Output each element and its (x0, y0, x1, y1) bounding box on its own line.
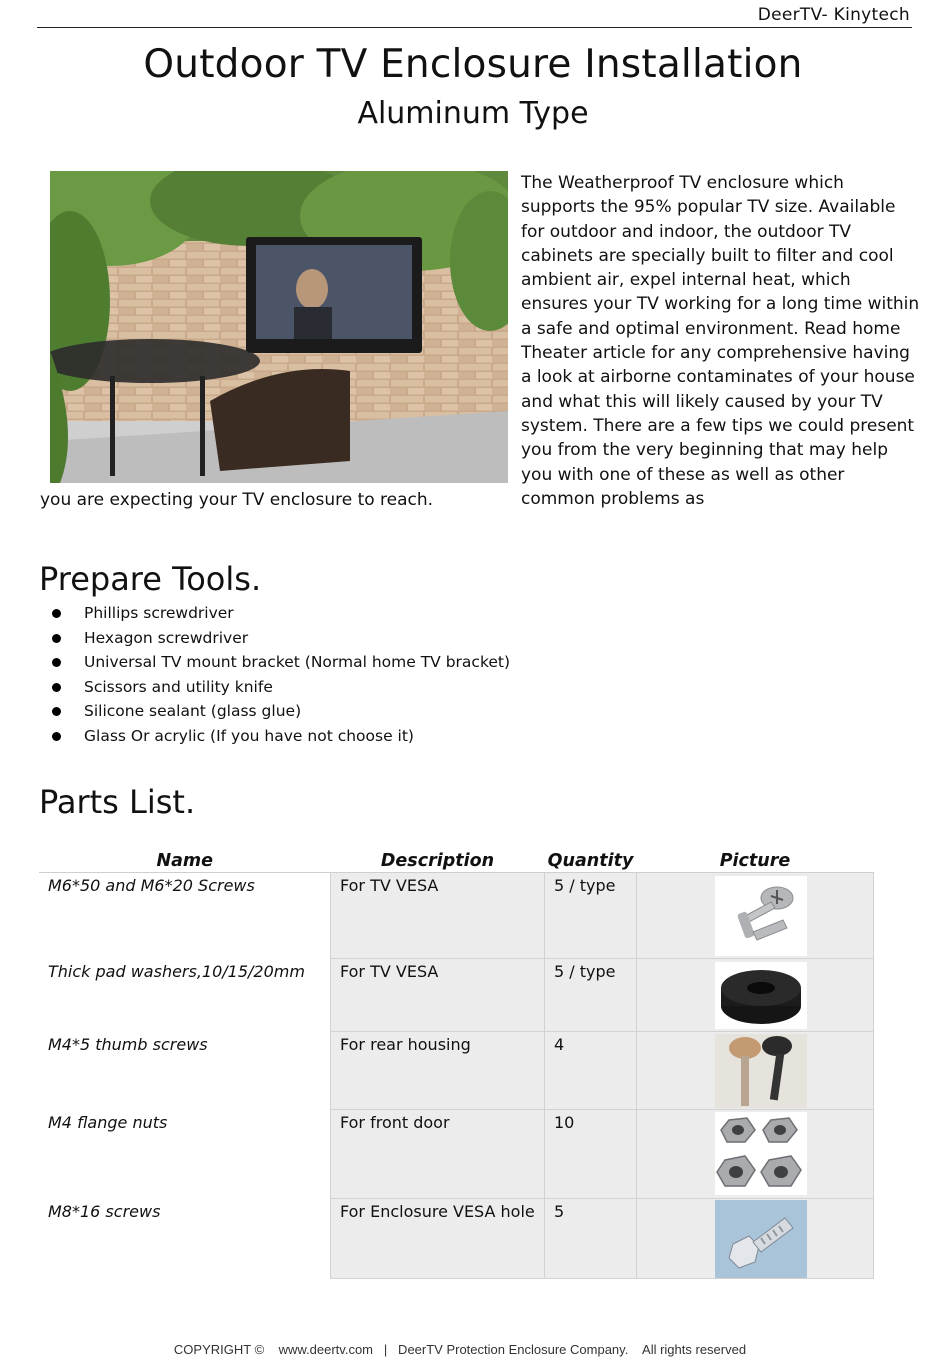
part-picture-cell (637, 959, 874, 1032)
header-brand: DeerTV- Kinytech (757, 5, 910, 25)
rubber-washer-icon (715, 962, 807, 1029)
pan-head-screw-icon (715, 876, 807, 956)
bullet-icon (52, 683, 61, 692)
list-item: Silicone sealant (glass glue) (52, 699, 510, 724)
part-quantity: 4 (545, 1032, 637, 1110)
parts-heading: Parts List. (39, 783, 196, 821)
thumb-screw-icon (715, 1034, 807, 1108)
part-description: For front door (331, 1110, 545, 1199)
footer-copyright: COPYRIGHT © www.deertv.com | DeerTV Protection Enclosure Company. All rights reserved (173, 1342, 747, 1357)
part-quantity: 10 (545, 1110, 637, 1199)
part-name: M8*16 screws (48, 1201, 161, 1221)
bullet-icon (52, 707, 61, 716)
list-item: Phillips screwdriver (52, 601, 510, 626)
intro-paragraph: The Weatherproof TV enclosure which supports the 95% popular TV size. Available for outdoor and indoor, the outdoor TV cabinets are specially built to filter and cool ambient air, expel internal heat, which ensures your TV working for a long time within a safe and optimal environment. Read home Theater article for any comprehensive having a look at airborne contaminates of your house and what this will likely caused by your TV system. There are a few tips we could present you from the very beginning that may help you with one of these as well as other common problems as (521, 173, 920, 509)
bullet-icon (52, 658, 61, 667)
part-picture-cell (637, 1110, 874, 1199)
part-description: For rear housing (331, 1032, 545, 1110)
parts-table (39, 850, 874, 1279)
intro-paragraph-tail: you are expecting your TV enclosure to reach. (40, 490, 434, 510)
outdoor-tv-photo (50, 171, 508, 483)
table-row (39, 1199, 874, 1279)
table-row (39, 959, 874, 1032)
part-description: For TV VESA (331, 959, 545, 1032)
hex-bolt-icon (715, 1200, 807, 1278)
part-name: M6*50 and M6*20 Screws (48, 876, 255, 895)
table-row (39, 1032, 874, 1110)
part-quantity: 5 / type (545, 873, 637, 959)
list-item: Universal TV mount bracket (Normal home TV bracket) (52, 650, 510, 675)
part-picture-cell (637, 873, 874, 959)
part-description: For TV VESA (331, 873, 545, 959)
part-name: M4 flange nuts (48, 1112, 168, 1132)
header-rule (37, 27, 912, 28)
bullet-icon (52, 609, 61, 618)
part-quantity: 5 (545, 1199, 637, 1279)
table-header-row (39, 850, 874, 873)
part-picture-cell (637, 1199, 874, 1279)
tools-list (52, 601, 510, 748)
part-picture-cell (637, 1032, 874, 1110)
page-title: Outdoor TV Enclosure Installation (143, 42, 803, 87)
part-name: M4*5 thumb screws (48, 1034, 208, 1054)
column-header-description: Description (331, 850, 545, 873)
list-item: Glass Or acrylic (If you have not choose it) (52, 724, 510, 749)
list-item: Hexagon screwdriver (52, 626, 510, 651)
part-description: For Enclosure VESA hole (331, 1199, 545, 1279)
column-header-quantity: Quantity (545, 850, 637, 873)
table-row (39, 873, 874, 959)
flange-nut-icon (715, 1112, 807, 1195)
bullet-icon (52, 634, 61, 643)
bullet-icon (52, 732, 61, 741)
list-item: Scissors and utility knife (52, 675, 510, 700)
column-header-picture: Picture (637, 850, 874, 873)
page-subtitle: Aluminum Type (357, 96, 589, 131)
column-header-name: Name (39, 850, 331, 873)
tools-heading: Prepare Tools. (39, 560, 262, 598)
table-row (39, 1110, 874, 1199)
part-name: Thick pad washers,10/15/20mm (48, 961, 305, 981)
part-quantity: 5 / type (545, 959, 637, 1032)
